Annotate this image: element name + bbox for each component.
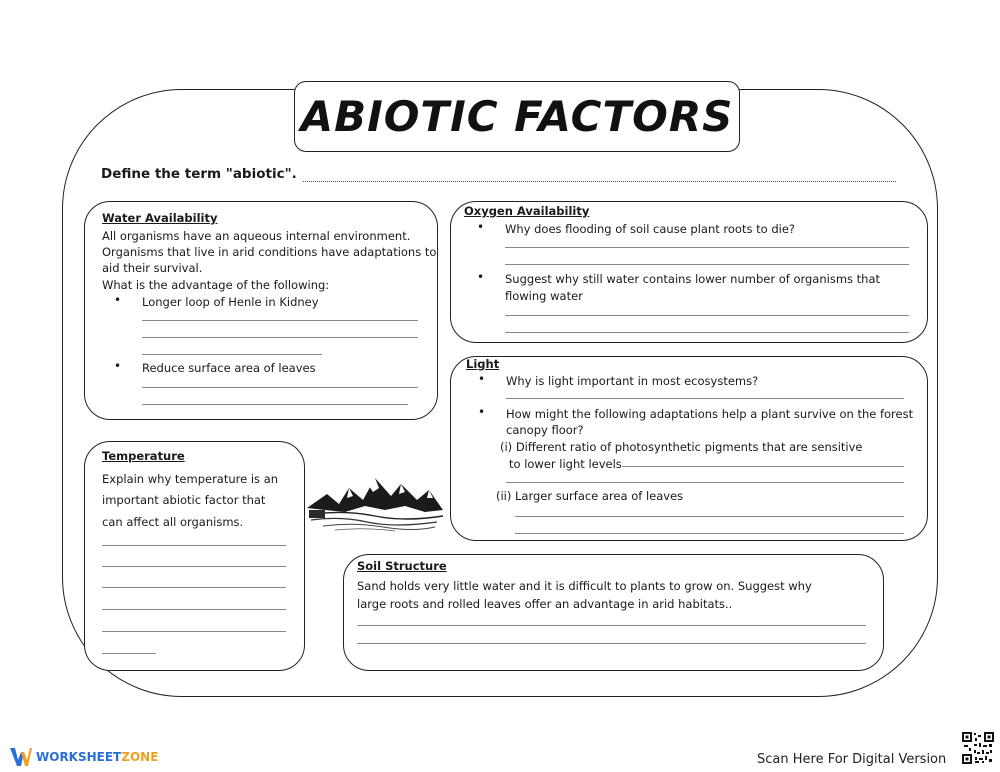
answer-line[interactable] [506, 398, 904, 399]
oxygen-question-2b: flowing water [505, 289, 583, 303]
answer-line[interactable] [142, 337, 418, 338]
answer-line[interactable] [102, 545, 286, 546]
bullet-icon: • [478, 372, 486, 386]
answer-line[interactable] [515, 516, 904, 517]
answer-line[interactable] [142, 404, 408, 405]
answer-line[interactable] [102, 631, 286, 632]
answer-line[interactable] [505, 332, 909, 333]
light-question-2a: How might the following adaptations help a plant survive on the forest [506, 407, 914, 421]
answer-line[interactable] [142, 354, 322, 355]
soil-line-1: Sand holds very little water and it is difficult to plants to grow on. Suggest why [357, 579, 812, 593]
answer-line[interactable] [102, 566, 286, 567]
bullet-icon: • [114, 293, 122, 307]
page-title: ABIOTIC FACTORS [300, 92, 734, 141]
water-heading: Water Availability [102, 211, 218, 225]
oxygen-heading: Oxygen Availability [464, 204, 590, 218]
w-logo-icon [10, 748, 32, 766]
light-heading: Light [466, 357, 500, 371]
define-row [101, 166, 896, 182]
answer-line[interactable] [102, 587, 286, 588]
water-bullet-1: Longer loop of Henle in Kidney [142, 295, 319, 309]
water-intro-4: What is the advantage of the following: [102, 278, 330, 292]
title-box [294, 81, 740, 152]
light-sub-i-line1: (i) Different ratio of photosynthetic pigments that are sensitive [500, 440, 863, 454]
brand-zone: ZONE [121, 750, 159, 764]
light-question-1: Why is light important in most ecosystems? [506, 374, 759, 388]
answer-line[interactable] [506, 482, 904, 483]
answer-line[interactable] [505, 264, 909, 265]
water-bullet-2: Reduce surface area of leaves [142, 361, 316, 375]
answer-line[interactable] [505, 315, 909, 316]
light-sub-i-line2: to lower light levels [509, 457, 622, 471]
oxygen-question-2a: Suggest why still water contains lower number of organisms that [505, 272, 881, 286]
temperature-line-2: important abiotic factor that [102, 493, 266, 507]
worksheetzone-logo[interactable] [10, 748, 158, 766]
water-intro-1: All organisms have an aqueous internal environment. [102, 229, 411, 243]
qr-code-icon[interactable] [962, 732, 994, 764]
define-answer-line[interactable] [303, 171, 896, 182]
answer-line[interactable] [357, 643, 866, 644]
soil-heading: Soil Structure [357, 559, 447, 573]
bullet-icon: • [478, 405, 486, 419]
oxygen-question-1: Why does flooding of soil cause plant roots to die? [505, 222, 795, 236]
light-question-2b: canopy floor? [506, 423, 584, 437]
temperature-heading: Temperature [102, 449, 185, 463]
answer-line[interactable] [102, 609, 286, 610]
temperature-line-3: can affect all organisms. [102, 515, 244, 529]
temperature-line-1: Explain why temperature is an [102, 472, 279, 486]
water-intro-2: Organisms that live in arid conditions have adaptations to [102, 245, 437, 259]
light-sub-ii: (ii) Larger surface area of leaves [496, 489, 684, 503]
answer-line[interactable] [142, 320, 418, 321]
answer-line[interactable] [505, 247, 909, 248]
answer-line[interactable] [142, 387, 418, 388]
answer-line[interactable] [515, 533, 904, 534]
scan-caption: Scan Here For Digital Version [757, 752, 947, 767]
answer-line[interactable] [102, 653, 156, 654]
bullet-icon: • [477, 270, 485, 284]
answer-line[interactable] [357, 625, 866, 626]
soil-line-2: large roots and rolled leaves offer an advantage in arid habitats.. [357, 597, 733, 611]
bullet-icon: • [477, 220, 485, 234]
define-prompt: Define the term "abiotic". [101, 166, 297, 182]
brand-worksheet: WORKSHEET [36, 750, 122, 764]
mountain-landscape-icon [305, 470, 445, 532]
answer-line[interactable] [622, 466, 904, 467]
water-intro-3: aid their survival. [102, 261, 203, 275]
bullet-icon: • [114, 359, 122, 373]
